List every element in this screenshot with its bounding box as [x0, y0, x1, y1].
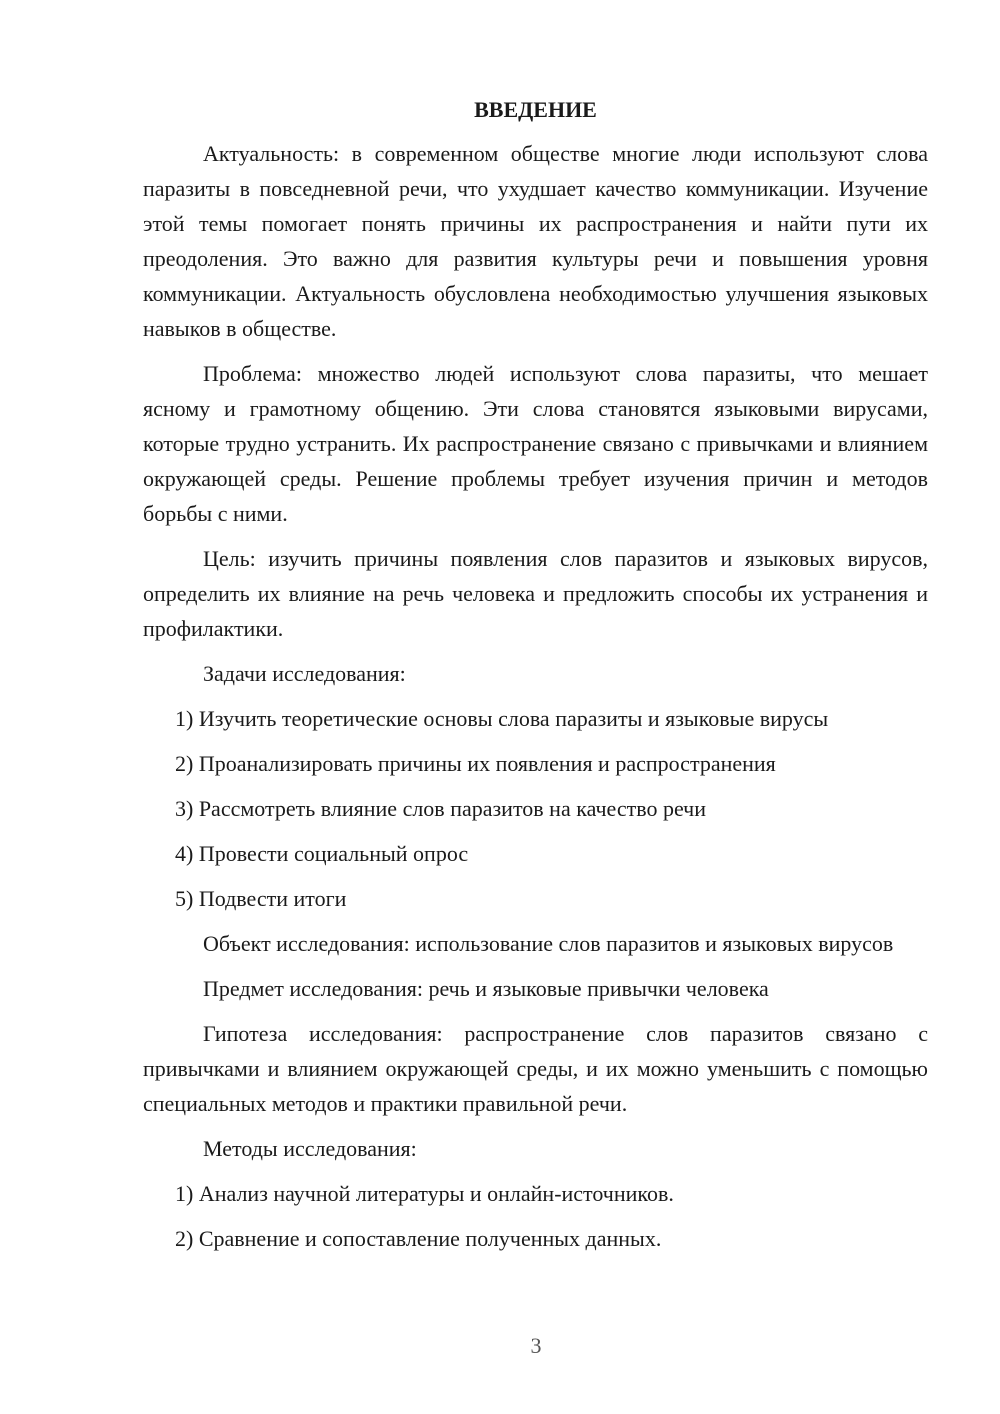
object-paragraph: Объект исследования: использование слов паразитов и языковых вирусов [203, 931, 894, 956]
methods-list [143, 1176, 928, 1256]
hypothesis-paragraph: Гипотеза исследования: распространение слов паразитов связано с привычками и влиянием окружающей среды, и их можно уменьшить с помощью специальных методов и практики правильной речи. [143, 1021, 928, 1116]
page-content [143, 95, 928, 1266]
tasks-list [143, 701, 928, 916]
section-heading: ВВЕДЕНИЕ [474, 97, 597, 122]
tasks-heading: Задачи исследования: [203, 661, 406, 686]
page-number: 3 [530, 1333, 542, 1358]
task-item: 5) Подвести итоги [175, 886, 347, 911]
goal-paragraph: Цель: изучить причины появления слов паразитов и языковых вирусов, определить их влияние на речь человека и предложить способы их устранения и профилактики. [143, 546, 928, 641]
task-item: 3) Рассмотреть влияние слов паразитов на качество речи [175, 796, 706, 821]
methods-heading: Методы исследования: [203, 1136, 417, 1161]
task-item: 4) Провести социальный опрос [175, 841, 469, 866]
subject-paragraph: Предмет исследования: речь и языковые привычки человека [203, 976, 769, 1001]
relevance-paragraph: Актуальность: в современном обществе многие люди используют слова паразиты в повседневной речи, что ухудшает качество коммуникации. Изучение этой темы помогает понять причины их распространения и найти пути их преодоления. Это важно для развития культуры речи и повышения уровня коммуникации. Актуальность обусловлена необходимостью улучшения языковых навыков в обществе. [143, 141, 928, 341]
problem-paragraph: Проблема: множество людей используют слова паразиты, что мешает ясному и грамотному общению. Эти слова становятся языковыми вирусами, которые трудно устранить. Их распространение связано с привычками и влиянием окружающей среды. Решение проблемы требует изучения причин и методов борьбы с ними. [143, 361, 928, 526]
method-item: 1) Анализ научной литературы и онлайн-источников. [175, 1181, 674, 1206]
method-item: 2) Сравнение и сопоставление полученных данных. [175, 1226, 662, 1251]
task-item: 2) Проанализировать причины их появления и распространения [175, 751, 776, 776]
task-item: 1) Изучить теоретические основы слова паразиты и языковые вирусы [175, 706, 829, 731]
